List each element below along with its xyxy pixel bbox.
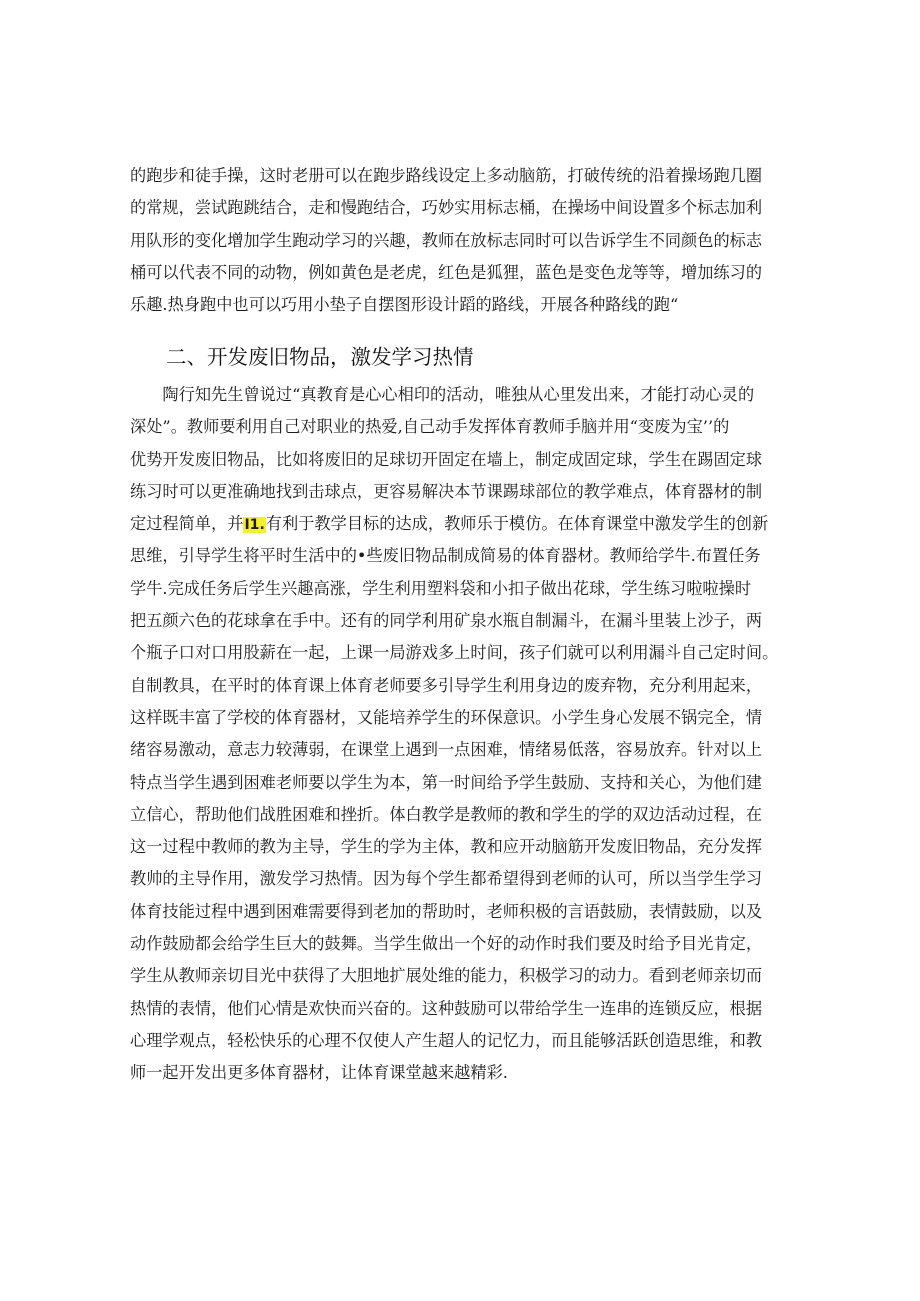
- text-line: 乐趣.热身跑中也可以巧用小垫子自摆图形设计蹈的路线，开展各种路线的跑“: [130, 295, 679, 315]
- text-line: 体育技能过程中遇到困难需要得到老加的帮助时，老师积极的言语鼓励，表情鼓励，以及: [130, 901, 763, 921]
- body-paragraph: [130, 379, 798, 1090]
- text-line: 特点当学生遇到困难老师要以学生为本，第一时间给予学生鼓励、支持和关心，为他们建: [130, 772, 763, 792]
- text-line: 用队形的变化增加学生跑动学习的兴趣，教师在放标志同时可以告诉学生不同颜色的标志: [130, 230, 763, 250]
- text-line: 立信心，帮助他们战胜困难和挫折。体白教学是教师的教和学生的学的双边活动过程，在: [130, 804, 763, 824]
- text-segment: 定过程简单，并: [130, 514, 244, 534]
- text-line: 深处”。教师要利用自己对职业的热爱,自己动手发挥体育教师手脑并用“变废为宝’’的: [130, 417, 730, 437]
- text-line: 思维，引导学生将平时生活中的•些废旧物品制成简易的体育器材。教师给学牛.布置任务: [130, 546, 761, 566]
- text-line: 热情的表情，他们心情是欢快而兴奋的。这种鼓励可以带给学生一连串的连锁反应，根据: [130, 998, 763, 1018]
- text-line: 优势开发废旧物品，比如将废旧的足球切开固定在墙上，制定成固定球，学生在踢固定球: [130, 449, 763, 469]
- intro-paragraph: [130, 160, 798, 321]
- text-line: 学牛.完成任务后学生兴趣高涨，学生利用塑料袋和小扣子做出花球，学生练习啦啦操时: [130, 578, 752, 598]
- text-line: 把五颜六色的花球拿在手中。还有的同学利用矿泉水瓶自制漏斗，在漏斗里装上沙子，两: [130, 611, 763, 631]
- text-line-highlighted: [130, 508, 798, 540]
- text-line: 师一起开发出更多体育器材，让体育课堂越来越精彩.: [130, 1063, 508, 1083]
- text-line: 陶行知先生曾说过“真教育是心心相印的活动，唯独从心里发出来，才能打动心灵的: [130, 385, 755, 404]
- text-line: 这一过程中教师的教为主导，学生的学为主体，教和应开动脑筋开发废旧物品，充分发挥: [130, 837, 763, 857]
- text-line: 的常规，尝试跑跳结合，走和慢跑结合，巧妙实用标志桶，在操场中间设置多个标志加利: [130, 198, 763, 218]
- text-line: 绪容易激动，意志力较薄弱，在课堂上遇到一点困难，情绪易低落，容易放弃。针对以上: [130, 740, 763, 760]
- text-line: 心理学观点，轻松快乐的心理不仅使人产生超人的记忆力，而且能够活跃创造思维，和教: [130, 1030, 763, 1050]
- text-line: 桶可以代表不同的动物，例如黄色是老虎，红色是狐狸，蓝色是变色龙等等，增加练习的: [130, 262, 763, 282]
- text-line: 的跑步和徒手操，这时老册可以在跑步路线设定上多动脑筋，打破传统的沿着操场跑几圈: [130, 166, 763, 185]
- text-line: 教帅的主导作用，激发学习热情。因为每个学生都希望得到老师的认可，所以当学生学习: [130, 869, 763, 889]
- section-heading: 二、开发废旧物品，激发学习热情: [166, 345, 474, 369]
- text-line: 自制教具，在平时的体育课上体育老师要多引导学生利用身边的废弃物，充分利用起来，: [130, 675, 763, 695]
- text-line: 个瓶子口对口用股薪在一起，上课一局游戏多上时间，孩子们就可以利用漏斗自己定时间。: [130, 643, 779, 663]
- highlighted-mark: I1.: [244, 517, 265, 534]
- text-line: 学生从教师亲切目光中获得了大胆地扩展处维的能力，积极学习的动力。看到老师亲切而: [130, 966, 763, 986]
- text-line: 动作鼓励都会给学生巨大的鼓舞。当学生做出一个好的动作时我们要及时给予目光肯定，: [130, 934, 763, 954]
- text-segment: 有利于教学目标的达成，教师乐于模仿。在体育课堂中激发学生的创新: [265, 514, 769, 534]
- text-line: 这样既丰富了学校的体育器材，又能培养学生的环保意识。小学生身心发展不锅完全，情: [130, 707, 763, 727]
- text-line: 练习时可以更准确地找到击球点，更容易解决本节课踢球部位的教学难点，体育器材的制: [130, 481, 763, 501]
